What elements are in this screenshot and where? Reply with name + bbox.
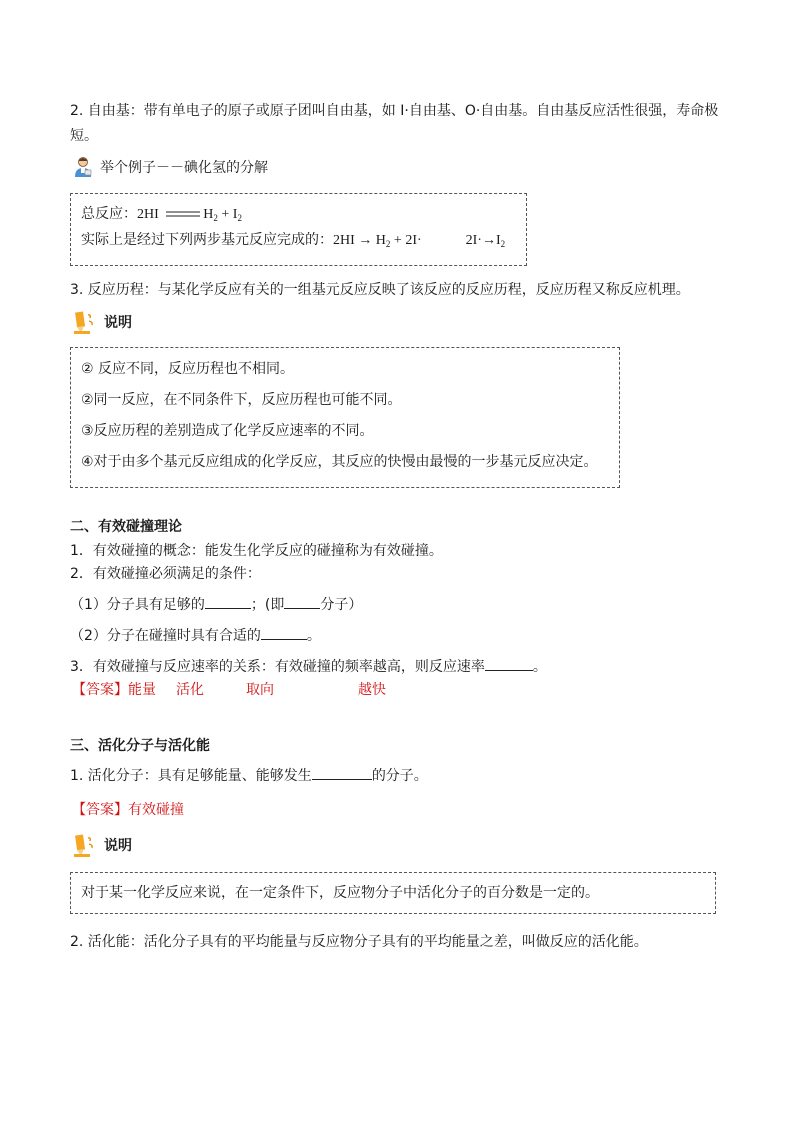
line3-text: 3．有效碰撞与反应速率的关系：有效碰撞的频率越高，则反应速率	[70, 659, 485, 675]
section2-line3	[70, 656, 547, 677]
line1-text: 的分子。	[371, 768, 428, 784]
section2-answer	[72, 680, 386, 700]
total-rhs-i: I	[232, 207, 238, 222]
arrow: →	[358, 233, 373, 248]
item3-text: 3. 反应历程：与某化学反应有关的一组基元反应反映了该反应的反应历程，反应历程又称反应机理。	[70, 282, 690, 298]
note-item: ④对于由多个基元反应组成的化学反应，其反应的快慢由最慢的一步基元反应决定。	[81, 454, 598, 470]
section3-note: 对于某一化学反应来说，在一定条件下，反应物分子中活化分子的百分数是一定的。	[81, 885, 599, 901]
item2-continuation: 短。	[70, 128, 98, 144]
plus-sign: +	[390, 233, 406, 248]
step2-lhs: 2I·	[465, 233, 482, 248]
plus-sign: +	[217, 207, 233, 222]
actual-steps	[81, 230, 505, 251]
answer-label: 【答案】	[72, 682, 128, 698]
section3-line1	[70, 765, 428, 786]
blank-faster	[485, 656, 533, 671]
cond1-text: ；(即	[250, 597, 285, 613]
cond2-text: 。	[306, 628, 321, 644]
line3-text: 。	[532, 659, 547, 675]
total-rhs-h: H	[203, 207, 214, 222]
total-label: 总反应：	[81, 206, 137, 222]
note-item: ② 反应不同，反应历程也不相同。	[81, 361, 295, 377]
note-label: 说明	[104, 315, 132, 331]
cond1-text: （1）分子具有足够的	[70, 597, 205, 613]
answer-label: 【答案】	[72, 802, 128, 818]
condition-1	[70, 594, 362, 615]
step1-extra: 2I·	[405, 233, 422, 248]
blank-activated	[284, 594, 320, 609]
line1-text: 1. 活化分子：具有足够能量、能够发生	[70, 768, 312, 784]
arrow: →	[481, 233, 496, 248]
cond2-text: （2）分子在碰撞时具有合适的	[70, 628, 261, 644]
answer-item: 能量	[128, 682, 156, 698]
subscript: 2	[500, 239, 506, 249]
blank-energy	[205, 594, 251, 609]
step2-rhs: I	[495, 233, 501, 248]
section3-line2: 2. 活化能：活化分子具有的平均能量与反应物分子具有的平均能量之差，叫做反应的活化能。	[70, 934, 648, 950]
answer-item: 有效碰撞	[128, 802, 184, 818]
example-box	[70, 193, 527, 266]
section3-note-box	[70, 872, 716, 914]
step1-lhs: 2HI	[333, 233, 355, 248]
pencil-icon	[72, 832, 98, 858]
cond1-text: 分子）	[320, 597, 363, 613]
answer-item: 取向	[246, 682, 274, 698]
section2-line2: 2．有效碰撞必须满足的条件：	[70, 566, 261, 582]
actual-label: 实际上是经过下列两步基元反应完成的：	[81, 232, 333, 248]
condition-2	[70, 625, 321, 646]
section2-heading: 二、有效碰撞理论	[70, 519, 182, 535]
answer-item: 活化	[176, 682, 204, 698]
equals-sign	[164, 209, 202, 219]
blank-effective-collision	[312, 765, 372, 780]
item2-text: 2. 自由基：带有单电子的原子或原子团叫自由基，如 I·自由基、O·自由基。自由基反应活性很强，寿命极	[70, 103, 719, 119]
total-reaction	[81, 204, 242, 225]
example-label: 举个例子－－碘化氢的分解	[100, 160, 268, 176]
subscript: 2	[237, 213, 242, 223]
pencil-icon	[72, 309, 98, 335]
note-label: 说明	[104, 838, 132, 854]
section3-answer	[72, 800, 184, 820]
section3-heading: 三、活化分子与活化能	[70, 738, 210, 754]
note-item: ②同一反应，在不同条件下，反应历程也可能不同。	[81, 392, 402, 408]
note-item: ③反应历程的差别造成了化学反应速率的不同。	[81, 423, 374, 439]
blank-orientation	[261, 625, 307, 640]
answer-item: 越快	[358, 682, 386, 698]
section2-line1: 1．有效碰撞的概念：能发生化学反应的碰撞称为有效碰撞。	[70, 543, 443, 559]
subscript: 2	[213, 213, 218, 223]
step1-h: H	[375, 233, 386, 248]
subscript: 2	[385, 239, 391, 249]
notes-box	[70, 347, 620, 488]
teacher-icon	[72, 156, 94, 178]
total-lhs: 2HI	[137, 207, 159, 222]
